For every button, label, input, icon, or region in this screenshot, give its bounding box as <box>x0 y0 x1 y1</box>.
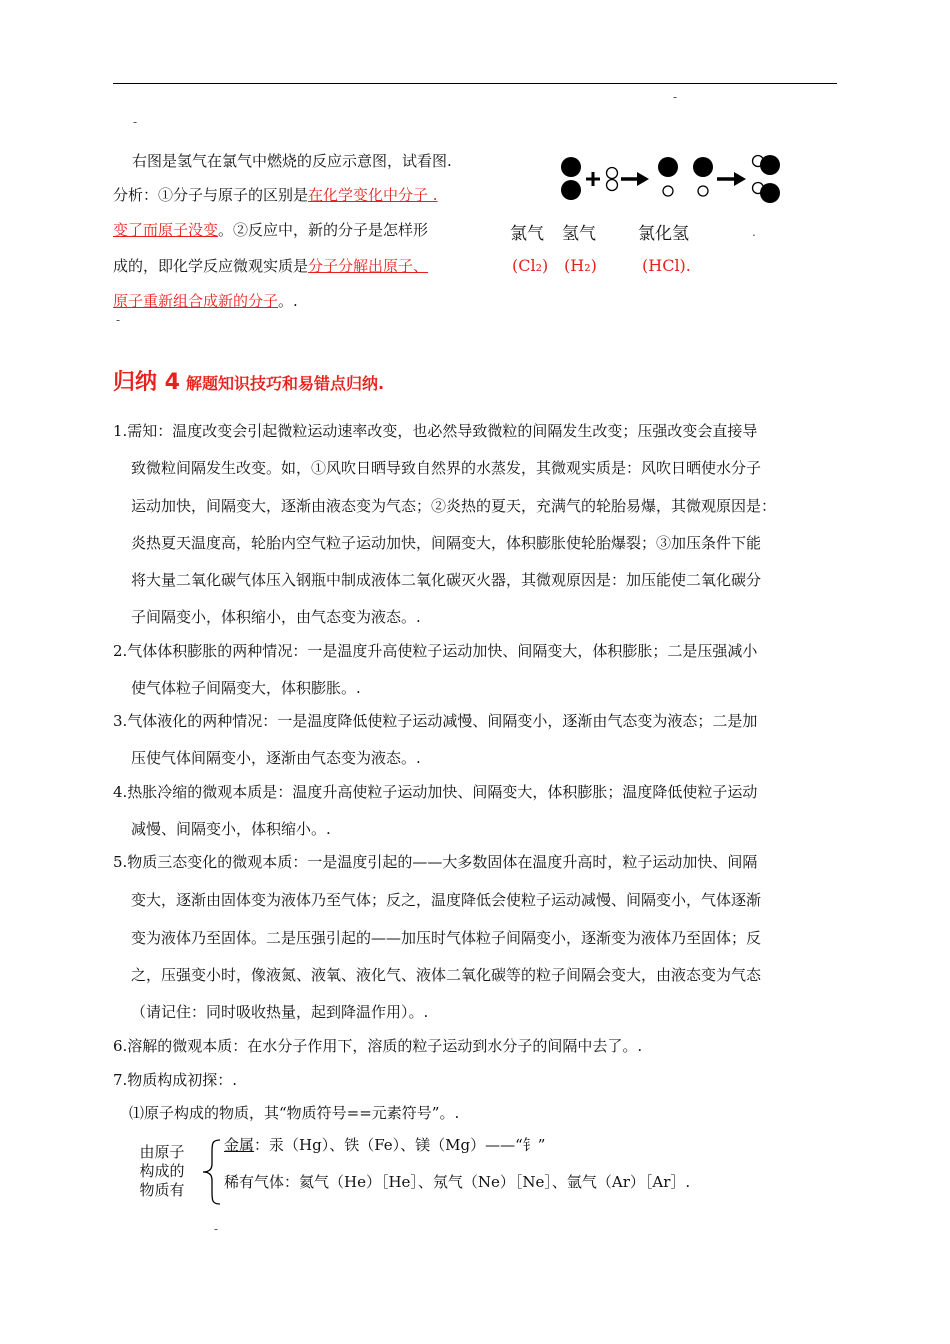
arrow-icon-2 <box>717 172 746 186</box>
item-5-line-3: 变为液体乃至固体。二是压强引起的——加压时气体粒子间隔变小，逐渐变为液体乃至固体；反 <box>131 929 762 947</box>
item-3-line-1: 3.气体液化的两种情况：一是温度降低使粒子运动减慢、间隔变小，逐渐由气态变为液态；二是加 <box>113 712 758 730</box>
item-5-line-4: 之，压强变小时，像液氮、液氧、液化气、液体二氧化碳等的粒子间隔会变大，由液态变为气态 <box>131 966 762 984</box>
chlorine-molecule-icon <box>561 157 581 200</box>
metal-label: 金属 <box>224 1136 255 1154</box>
intro-line-3: 变了而原子没变。②反应中，新的分子是怎样形 <box>113 221 429 239</box>
reaction-diagram <box>555 150 790 210</box>
diagram-trail-dot: . <box>752 225 756 239</box>
answer-2b: 原子重新组合成新的分子 <box>113 292 279 310</box>
brace-label: 由原子 构成的 物质有 <box>139 1143 185 1199</box>
intro-line-1: 右图是氢气在氯气中燃烧的反应示意图，试看图. <box>132 152 452 170</box>
item-7-line-1: 7.物质构成初探：. <box>113 1071 238 1089</box>
arrow-icon <box>621 172 649 186</box>
item-1-line-4: 炎热夏天温度高，轮胎内空气粒子运动加快，间隔变大，体积膨胀使轮胎爆裂；③加压条件下能 <box>131 534 762 552</box>
hydrogen-chloride-molecule-icon <box>753 155 781 203</box>
plus-icon <box>586 172 600 186</box>
item-4-line-2: 减慢、间隔变小，体积缩小。. <box>131 820 331 838</box>
answer-1b: 变了而原子没变 <box>113 221 219 239</box>
section-heading <box>113 365 384 396</box>
item-1-line-6: 子间隔变小，体积缩小，由气态变为液态。. <box>131 608 421 626</box>
answer-1a: 在化学变化中分子 . <box>308 186 438 204</box>
item-1-line-5: 将大量二氧化碳气体压入钢瓶中制成液体二氧化碳灭火器，其微观原因是：加压能使二氧化碳分 <box>131 571 762 589</box>
item-2-line-1: 2.气体体积膨胀的两种情况：一是温度升高使粒子运动加快、间隔变大，体积膨胀；二是压强减小 <box>113 642 758 660</box>
item-4-line-1: 4.热胀冷缩的微观本质是：温度升高使粒子运动加快、间隔变大，体积膨胀；温度降低使粒子运动 <box>113 783 758 801</box>
brace-gas-line: 稀有气体：氦气（He）［He］、氖气（Ne）［Ne］、氩气（Ar）［Ar］. <box>224 1173 691 1191</box>
item-5-line-1: 5.物质三态变化的微观本质：一是温度引起的——大多数固体在温度升高时，粒子运动加快、间隔 <box>113 853 758 871</box>
left-mark: - <box>133 115 138 129</box>
item-1-line-3: 运动加快，间隔变大，逐渐由液态变为气态；②炎热的夏天，充满气的轮胎易爆，其微观原因是： <box>131 497 777 515</box>
intro-line-4: 成的，即化学反应微观实质是分子分解出原子、 <box>113 257 429 275</box>
label-chlorine: 氯气 <box>510 224 544 244</box>
sub-item-1: ⑴原子构成的物质，其“物质符号==元素符号”。. <box>129 1104 460 1122</box>
formula-hydrogen: (H₂) <box>564 256 597 275</box>
brace-metal-line: 金属：汞（Hg）、铁（Fe）、镁（Mg）——“钅” <box>224 1136 546 1154</box>
intro-line-2: 分析：①分子与原子的区别是在化学变化中分子 . <box>113 186 438 204</box>
section-heading-title: 解题知识技巧和易错点归纳. <box>185 374 385 393</box>
item-6-line-1: 6.溶解的微观本质：在水分子作用下，溶质的粒子运动到水分子的间隔中去了。. <box>113 1037 643 1055</box>
formula-chlorine: (Cl₂) <box>512 256 549 275</box>
formula-hydrogen-chloride: (HCl). <box>642 256 691 275</box>
separated-atoms-icon <box>658 157 713 196</box>
stray-mark: - <box>116 313 121 327</box>
hydrogen-molecule-icon <box>607 168 618 191</box>
item-2-line-2: 使气体粒子间隔变大，体积膨胀。. <box>131 679 361 697</box>
header-mark: - <box>673 90 678 104</box>
item-1-line-1: 1.需知：温度改变会引起微粒运动速率改变，也必然导致微粒的间隔发生改变；压强改变会直接导 <box>113 422 758 440</box>
item-1-line-2: 致微粒间隔发生改变。如，①风吹日晒导致自然界的水蒸发，其微观实质是：风吹日晒使水分子 <box>131 459 762 477</box>
footer-mark: - <box>214 1222 219 1236</box>
section-heading-number: 归纳 4 <box>113 370 180 395</box>
label-hydrogen: 氢气 <box>562 224 596 244</box>
item-3-line-2: 压使气体间隔变小，逐渐由气态变为液态。. <box>131 749 421 767</box>
label-hydrogen-chloride: 氯化氢 <box>638 224 689 244</box>
item-5-line-2: 变大，逐渐由固体变为液体乃至气体；反之，温度降低会使粒子运动减慢、间隔变小，气体逐渐 <box>131 891 762 909</box>
brace-icon <box>200 1138 222 1206</box>
answer-2a: 分子分解出原子、 <box>308 257 429 275</box>
item-5-line-5: （请记住：同时吸收热量，起到降温作用）。. <box>131 1003 429 1021</box>
header-rule <box>113 83 837 84</box>
intro-line-5: 原子重新组合成新的分子。. <box>113 292 298 310</box>
